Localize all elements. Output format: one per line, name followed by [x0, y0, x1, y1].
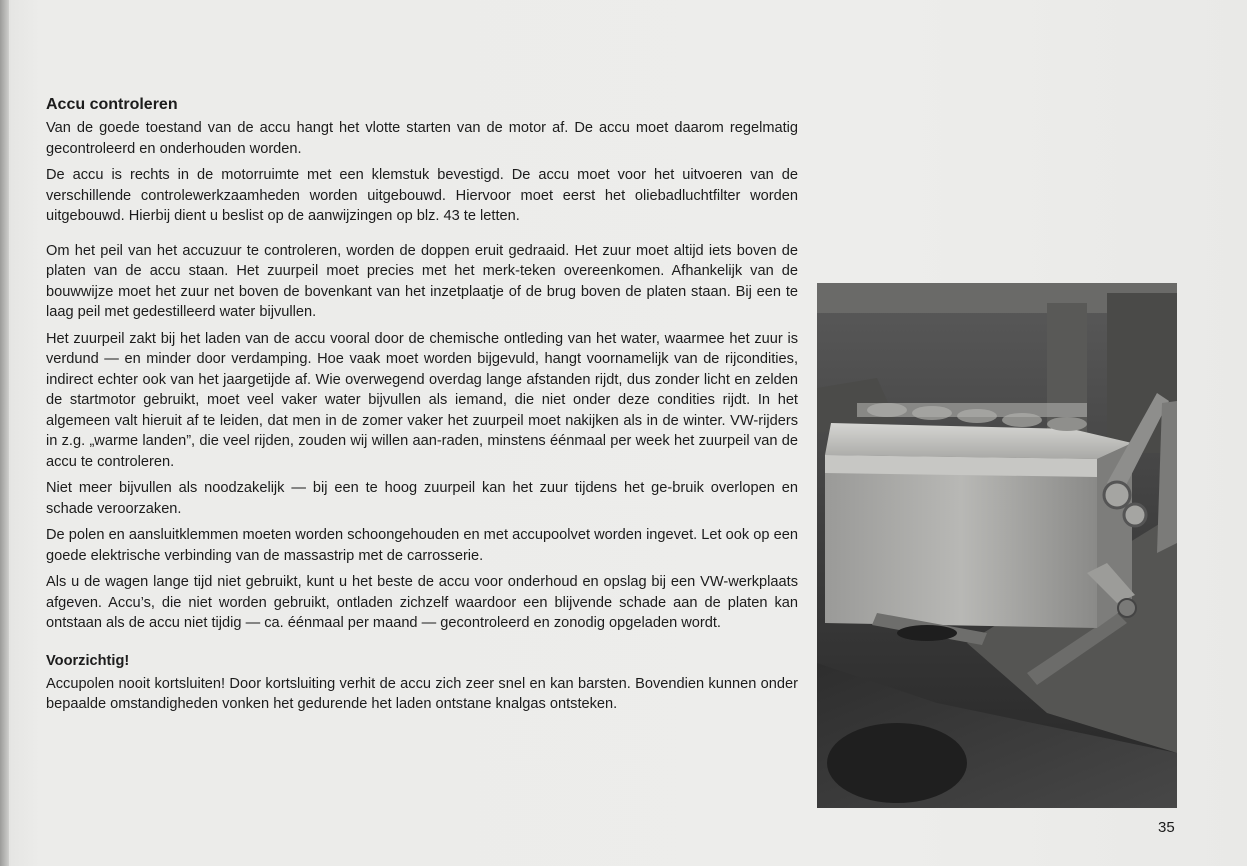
page-spine-shadow [0, 0, 9, 866]
warning-title: Voorzichtig! [46, 652, 130, 669]
paragraph-refill-frequency: Het zuurpeil zakt bij het laden van de accu vooral door de chemische ontleding van het water, waarmee het zuur is verdund — en minder door verdamping. Hoe vaak moet worden bijgevuld, hangt voornamelijk van de rijcondities, indirect echter ook van het jaargetijde af. Wie overwegend overdag lange afstanden rijdt, dus zonder licht en zelden de startmotor gebruikt, moet veel vaker water bijvullen als iemand, die niet onder deze condities rijdt. In het algemeen valt hieruit af te leiden, dat men in de zomer vaker het zuurpeil moet nakijken als in de winter. VW-rijders in z.g. „warme landen”, die veel rijden, zouden wij willen aan-raden, minstens éénmaal per week het zuurpeil van de accu te controleren. [46, 330, 798, 470]
page-number: 35 [1158, 819, 1175, 836]
paragraph-acid-level: Om het peil van het accuzuur te controleren, worden de doppen eruit gedraaid. Het zuur moet altijd iets boven de platen van de accu staan. Het zuurpeil moet precies met het merk-teken overeenkomen. Afhankelijk van de bouwwijze moet het zuur net boven de bovenkant van het inzetplaatje of de brug boven de platen staan. Bij een te laag peil met gedestilleerd water bijvullen. [46, 242, 798, 320]
section-title: Accu controleren [46, 96, 178, 113]
battery-photo [817, 283, 1177, 808]
paragraph-location: De accu is rechts in de motorruimte met een klemstuk bevestigd. De accu moet voor het uitvoeren van de verschillende controlewerkzaamheden worden uitgebouwd. Hiervoor moet eerst het oliebadluchtfilter worden uitgebouwd. Hierbij dient u beslist op de aanwijzingen op blz. 43 te letten. [46, 167, 798, 224]
paragraph-overfill: Niet meer bijvullen als noodzakelijk — bij een te hoog zuurpeil kan het zuur tijdens het ge-bruik overlopen en schade veroorzaken. [46, 480, 798, 517]
paragraph-terminals: De polen en aansluitklemmen moeten worden schoongehouden en met accupoolvet worden ingevet. Let ook op een goede elektrische verbinding van de massastrip met de carrosserie. [46, 527, 798, 564]
paragraph-intro: Van de goede toestand van de accu hangt het vlotte starten van de motor af. De accu moet daarom regelmatig gecontroleerd en onderhouden worden. [46, 120, 798, 157]
battery-photo-illustration [817, 283, 1177, 808]
text-column [46, 94, 798, 721]
paragraph-storage: Als u de wagen lange tijd niet gebruikt, kunt u het beste de accu voor onderhoud en opslag bij een VW-werkplaats afgeven. Accu’s, die niet worden gebruikt, ontladen zichzelf waardoor een blijvende schade aan de platen kan ontstaan als de accu niet tijdig — ca. éénmaal per maand — gecontroleerd en zonodig opgeladen wordt. [46, 574, 798, 631]
warning-text: Accupolen nooit kortsluiten! Door kortsluiting verhit de accu zich zeer snel en kan barsten. Bovendien kunnen onder bepaalde omstandigheden vonken het gedurende het laden ontstane knalgas ontsteken. [46, 675, 798, 712]
